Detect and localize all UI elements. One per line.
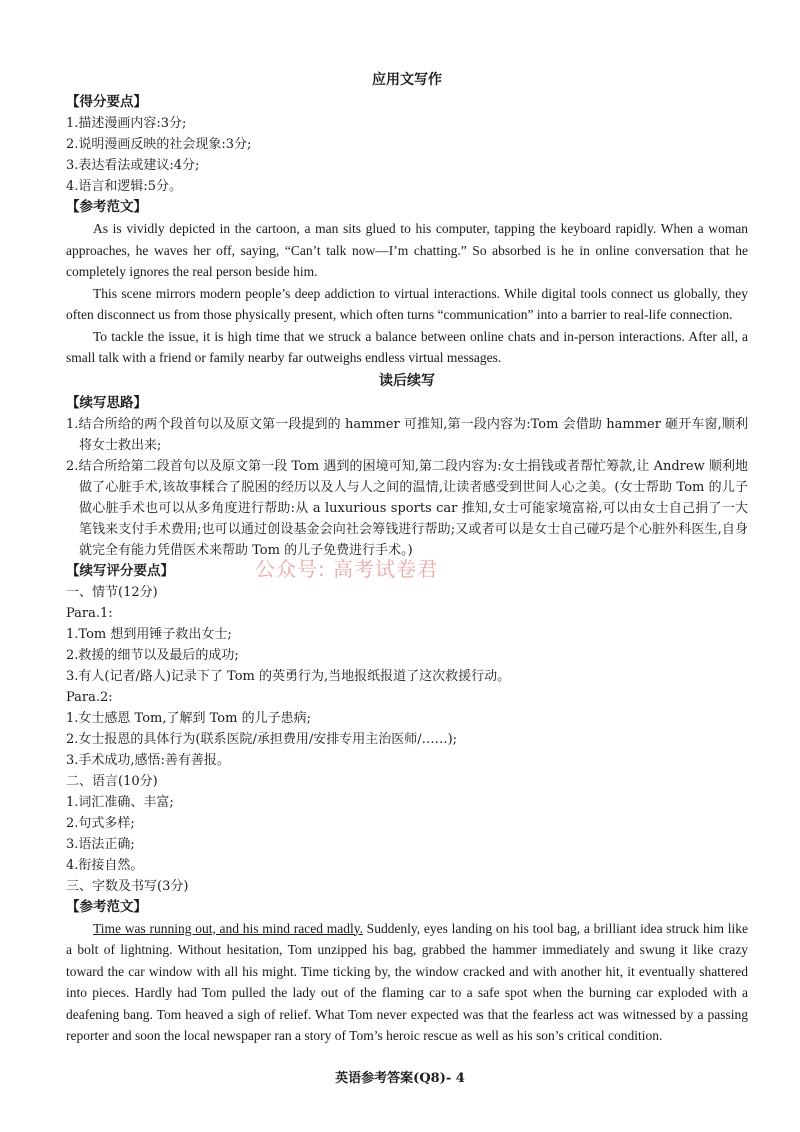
continuation-sample-heading: 【参考范文】 bbox=[66, 898, 147, 915]
rubric-line: 2.句式多样; bbox=[66, 815, 135, 831]
scoring-points-heading: 【得分要点】 bbox=[66, 94, 147, 110]
scoring-item: 3.表达看法或建议:4分; bbox=[66, 158, 200, 173]
rubric-line: 1.女士感恩 Tom,了解到 Tom 的儿子患病; bbox=[66, 710, 311, 726]
rubric-line: 1.Tom 想到用锤子救出女士; bbox=[66, 626, 232, 642]
rubric-line: 二、语言(10分) bbox=[66, 773, 158, 789]
rubric-line: 3.有人(记者/路人)记录下了 Tom 的英勇行为,当地报纸报道了这次救援行动。 bbox=[66, 668, 511, 684]
rubric-line: 3.手术成功,感悟:善有善报。 bbox=[66, 752, 230, 768]
sample-essay-heading: 【参考范文】 bbox=[66, 199, 147, 215]
continuation-ideas-heading: 【续写思路】 bbox=[66, 394, 147, 411]
rubric-line: 1.词汇准确、丰富; bbox=[66, 794, 174, 810]
rubric-line: Para.2: bbox=[66, 689, 113, 705]
rubric-heading: 【续写评分要点】 bbox=[66, 562, 174, 579]
continuation-idea-item: 1.结合所给的两个段首句以及原文第一段提到的 hammer 可推知,第一段内容为:Tom 会借助 hammer 砸开车窗,顺利将女士救出来; bbox=[66, 416, 748, 453]
rubric-line: 4.衔接自然。 bbox=[66, 857, 144, 873]
watermark: 公众号: 高考试卷君 bbox=[255, 557, 439, 581]
rubric-line: 三、字数及书写(3分) bbox=[66, 878, 189, 894]
continuation-sample-paragraph bbox=[66, 918, 748, 1047]
scoring-item: 1.描述漫画内容:3分; bbox=[66, 116, 187, 131]
sample-essay-paragraph: As is vividly depicted in the cartoon, a man sits glued to his computer, tapping the keyboard rapidly. When a woman approaches, he waves her off, saying, “Can’t talk now—I’m chatting.” So absorbed is he in online conversation that he completely ignores the real person beside him. bbox=[66, 221, 748, 279]
scoring-item: 2.说明漫画反映的社会现象:3分; bbox=[66, 137, 252, 152]
rubric-line: 3.语法正确; bbox=[66, 836, 135, 852]
continuation-sample-text: Suddenly, eyes landing on his tool bag, a brilliant idea struck him like a bolt of lightning. Without hesitation, Tom unzipped his bag, grabbed the hammer immediately and swung it like crazy toward the car window with all his might. Time ticking by, the window cracked and with another hit, it eventually shattered into pieces. Hardly had Tom pulled the lady out of the flaming car to a safe spot when the burning car exploded with a deafening bang. Tom heaved a sigh of relief. What Tom never expected was that the fearless act was witnessed by a passing reporter and soon the local newspaper ran a story of Tom’s heroic rescue as well as his son’s critical condition. bbox=[66, 920, 749, 1043]
page-footer: 英语参考答案(Q8)- 4 bbox=[335, 1071, 465, 1086]
sample-essay-paragraph: This scene mirrors modern people’s deep addiction to virtual interactions. While digital tools connect us globally, they often disconnect us from those physically present, which often turns “communication” into a barrier to real-life connection. bbox=[66, 285, 748, 322]
section-title-practical-writing: 应用文写作 bbox=[372, 72, 442, 88]
sample-essay-paragraph: To tackle the issue, it is high time that we struck a balance between online chats and in-person interactions. After all, a small talk with a friend or family nearby far outweighs endless virtual messages. bbox=[66, 328, 748, 365]
rubric-line: 一、情节(12分) bbox=[66, 584, 158, 600]
rubric-line: 2.救援的细节以及最后的成功; bbox=[66, 647, 239, 663]
scoring-item: 4.语言和逻辑:5分。 bbox=[66, 179, 183, 194]
rubric-line: Para.1: bbox=[66, 605, 113, 621]
continuation-idea-item: 2.结合所给第二段首句以及原文第一段 Tom 遇到的困境可知,第二段内容为:女士捐钱或者帮忙筹款,让 Andrew 顺利地做了心脏手术,该故事糅合了脱困的经历以及人与人之间的温情,让读者感受到世间人心之美。(女士帮助 Tom 的儿子做心脏手术也可以从多角度进行帮助:从 a luxurious sports car 推知,女士可能家境富裕,可以由女士自己捐了一大笔钱来支付手术费用;也可以通过创设基金会向社会筹钱进行帮助;又或者可以是女士自己碰巧是个心脏外科医生,自身就完全有能力凭借医术来帮助 Tom 的儿子免费进行手术。) bbox=[66, 458, 748, 558]
underlined-first-sentence: Time was running out, and his mind raced madly. bbox=[93, 920, 363, 936]
section-title-continuation-writing: 读后续写 bbox=[379, 372, 435, 389]
rubric-line: 2.女士报恩的具体行为(联系医院/承担费用/安排专用主治医师/……); bbox=[66, 731, 458, 747]
